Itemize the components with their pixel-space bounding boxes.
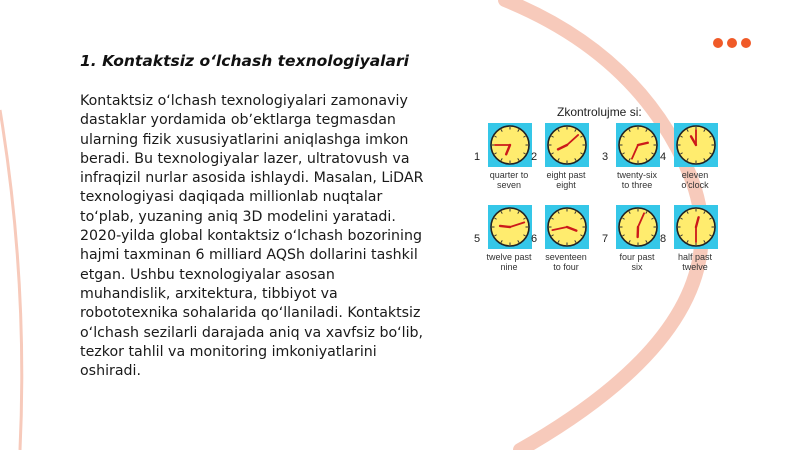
- figure-title: Zkontrolujme si:: [557, 105, 642, 119]
- clock-icon: [616, 123, 660, 167]
- clock-caption: [666, 170, 724, 190]
- dot-icon: [727, 38, 737, 48]
- clock-caption-line: to four: [553, 262, 579, 272]
- clock-caption-line: quarter to: [489, 170, 529, 180]
- clock-icon: [674, 205, 718, 249]
- clock-caption: [537, 252, 595, 272]
- hour-hand: [500, 226, 510, 227]
- clock-caption-line: o'clock: [681, 180, 709, 190]
- clock-caption-line: half past: [677, 252, 713, 262]
- clock-icon: [616, 205, 660, 249]
- clock-caption-line: eight: [556, 180, 576, 190]
- background-arc-left: [0, 110, 22, 450]
- clock-number: 5: [474, 233, 481, 245]
- clock-number: 2: [531, 151, 538, 163]
- clock-number: 1: [474, 151, 481, 163]
- decorative-dots: [713, 38, 751, 48]
- clock-number: 6: [531, 233, 538, 245]
- clock-caption-line: to three: [621, 180, 653, 190]
- clock-caption: [608, 170, 666, 190]
- clock-icon: [488, 205, 532, 249]
- slide-body-text: Kontaktsiz oʻlchash texnologiyalari zamonaviy dastaklar yordamida obʼektlarga tegmasdan ularning fizik xususiyatlarini aniqlashga imkon beradi. Bu texnologiyalar lazer, ultratovush va infraqizil nurlar asosida ishlaydi. Masalan, LiDAR texnologiyasi daqiqada millionlab nuqtalar toʻplab, yuzaning aniq 3D modelini yaratadi. 2020-yilda global kontaktsiz oʻlchash bozorining hajmi taxminan 6 milliard AQSh dollarini tashkil etgan. Ushbu texnologiyalar asosan muhandislik, arxitektura, tibbiyot va robototexnika sohalarida qoʻllaniladi. Kontaktsiz oʻlchash sezilarli darajada aniq va xavfsiz boʻlib, tezkor tahlil va monitoring imkoniyatlarini oshiradi.: [80, 93, 424, 380]
- clock-caption-line: seven: [496, 180, 522, 190]
- slide-title: 1. Kontaktsiz oʻlchash texnologiyalari: [80, 52, 409, 70]
- clock-caption: [537, 170, 595, 190]
- dot-icon: [741, 38, 751, 48]
- clock-caption-line: seventeen: [545, 252, 587, 262]
- clock-caption: [666, 252, 724, 272]
- clock-number: 4: [660, 151, 667, 163]
- clock-icon: [488, 123, 532, 167]
- dot-icon: [713, 38, 723, 48]
- clock-caption-line: nine: [500, 262, 518, 272]
- clock-caption-line: twenty-six: [616, 170, 657, 180]
- clock-caption: [480, 170, 538, 190]
- clock-number: 8: [660, 233, 667, 245]
- clock-caption: [608, 252, 666, 272]
- clock-number: 3: [602, 151, 609, 163]
- clock-icon: [674, 123, 718, 167]
- clock-caption: [480, 252, 538, 272]
- clock-caption-line: twelve: [682, 262, 708, 272]
- clock-caption-line: four past: [619, 252, 655, 262]
- clock-caption-line: eleven: [681, 170, 709, 180]
- clock-exercise-figure: [474, 105, 724, 285]
- clock-caption-line: twelve past: [486, 252, 532, 262]
- clock-caption-line: eight past: [546, 170, 586, 180]
- clock-caption-line: six: [631, 262, 643, 272]
- clock-number: 7: [602, 233, 609, 245]
- clock-icon: [545, 123, 589, 167]
- clock-icon: [545, 205, 589, 249]
